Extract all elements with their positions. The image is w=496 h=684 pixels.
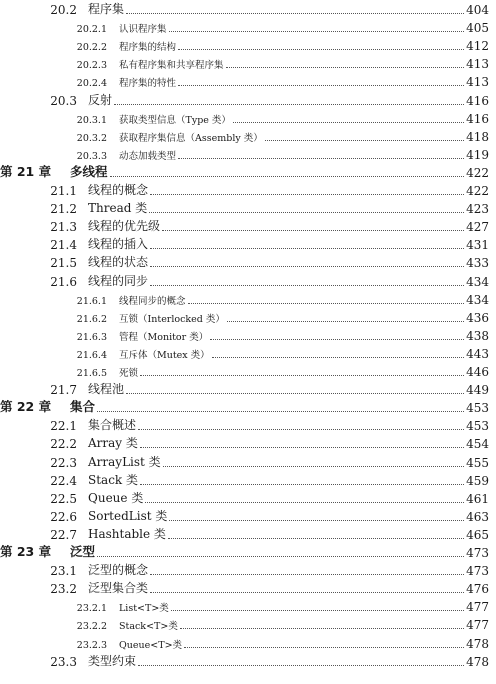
entry-number: 21.6.2 <box>76 313 107 325</box>
entry-title: Array 类 <box>88 436 138 451</box>
page-number: 404 <box>466 3 489 17</box>
dot-leader <box>188 302 465 304</box>
chapter-entry <box>0 544 496 560</box>
entry-title: 管程（Monitor 类） <box>119 331 209 343</box>
dot-leader <box>178 48 464 50</box>
subsection-entry <box>0 345 496 361</box>
entry-title: 线程的状态 <box>88 255 149 270</box>
dot-leader <box>150 573 464 575</box>
dot-leader <box>150 284 464 286</box>
section-entry <box>0 454 496 470</box>
page-number: 427 <box>466 220 489 235</box>
entry-number: 第 21 章 <box>0 163 52 179</box>
entry-number: 20.3 <box>50 93 77 108</box>
page-number: 459 <box>466 473 489 488</box>
entry-number: 21.6.1 <box>76 295 107 307</box>
entry-title: 线程的优先级 <box>88 219 161 234</box>
entry-number: 20.2.3 <box>76 60 107 72</box>
dot-leader <box>126 12 464 14</box>
dot-leader <box>97 410 464 412</box>
page-number: 434 <box>466 274 489 289</box>
page-number: 416 <box>466 111 489 126</box>
entry-number: 20.2.4 <box>76 78 107 90</box>
page-number: 449 <box>466 383 489 398</box>
page-number: 473 <box>466 564 489 579</box>
page-number: 431 <box>466 238 489 253</box>
subsection-entry <box>0 327 496 343</box>
entry-title: Stack 类 <box>88 472 139 487</box>
chapter-entry <box>0 399 496 415</box>
dot-leader <box>150 591 464 593</box>
dot-leader <box>180 627 464 629</box>
dot-leader <box>140 374 464 376</box>
page-number: 476 <box>466 582 489 597</box>
section-entry <box>0 526 496 542</box>
page-number: 422 <box>466 165 489 180</box>
entry-number: 21.6 <box>50 274 77 289</box>
dot-leader <box>140 446 464 448</box>
page-number: 436 <box>466 310 489 325</box>
dot-leader <box>150 247 464 249</box>
entry-title: 泛型的概念 <box>88 563 149 578</box>
dot-leader <box>162 229 464 231</box>
section-entry <box>0 580 496 596</box>
entry-number: 20.3.3 <box>76 150 107 162</box>
section-entry <box>0 92 496 108</box>
entry-number: 23.2.1 <box>76 603 107 615</box>
page-number: 465 <box>466 527 489 542</box>
chapter-entry <box>0 164 496 180</box>
entry-number: 21.4 <box>50 238 77 253</box>
entry-title: 反射 <box>88 92 113 107</box>
section-entry <box>0 653 496 669</box>
entry-number: 第 23 章 <box>0 544 52 559</box>
entry-number: 23.2 <box>50 582 77 597</box>
dot-leader <box>110 175 465 177</box>
entry-number: 23.3 <box>50 654 77 669</box>
dot-leader <box>212 356 464 358</box>
page-number: 473 <box>466 546 489 560</box>
page-number: 433 <box>466 256 489 271</box>
subsection-entry <box>0 309 496 325</box>
entry-number: 20.3.1 <box>76 114 107 126</box>
entry-title: 集合 <box>70 399 96 415</box>
section-entry <box>0 435 496 451</box>
dot-leader <box>184 646 464 648</box>
entry-title: 获取程序集信息（Assembly 类） <box>119 132 263 144</box>
entry-title: ArrayList 类 <box>88 454 161 469</box>
entry-number: 20.2 <box>50 3 77 17</box>
dot-leader <box>140 483 464 485</box>
section-entry <box>0 417 496 433</box>
entry-title: 泛型 <box>70 544 96 559</box>
entry-number: 21.5 <box>50 256 77 271</box>
entry-title: 获取类型信息（Type 类） <box>119 114 231 126</box>
dot-leader <box>178 157 464 159</box>
page-number: 454 <box>466 437 489 452</box>
entry-number: 21.1 <box>50 184 77 198</box>
subsection-entry <box>0 363 496 379</box>
page-number: 478 <box>466 654 489 669</box>
entry-title: 死锁 <box>119 368 139 379</box>
section-entry <box>0 490 496 506</box>
page-number: 422 <box>466 184 489 198</box>
entry-number: 21.6.5 <box>76 368 107 379</box>
entry-number: 20.2.1 <box>76 24 107 36</box>
entry-number: 23.2.2 <box>76 621 107 633</box>
entry-number: 20.3.2 <box>76 132 107 144</box>
entry-title: 动态加载类型 <box>119 150 177 162</box>
entry-number: 22.1 <box>50 419 77 434</box>
dot-leader <box>233 121 464 123</box>
dot-leader <box>178 84 464 86</box>
entry-title: 认识程序集 <box>119 24 167 36</box>
entry-number: 21.3 <box>50 220 77 235</box>
page-number: 418 <box>466 129 489 144</box>
page-number: 461 <box>466 491 489 506</box>
page-number: 416 <box>466 93 489 108</box>
entry-number: 22.2 <box>50 437 77 452</box>
section-entry <box>0 562 496 578</box>
page-number: 413 <box>466 57 489 72</box>
entry-title: 互锁（Interlocked 类） <box>119 313 225 325</box>
subsection-entry <box>0 598 496 614</box>
entry-number: 21.7 <box>50 383 77 398</box>
subsection-entry <box>0 291 496 307</box>
entry-number: 21.6.3 <box>76 331 107 343</box>
entry-number: 第 22 章 <box>0 399 52 415</box>
section-entry <box>0 1 496 17</box>
entry-title: Queue<T>类 <box>119 639 183 651</box>
section-entry <box>0 182 496 198</box>
dot-leader <box>150 265 464 267</box>
dot-leader <box>226 66 465 68</box>
entry-title: 线程的概念 <box>88 183 149 197</box>
subsection-entry <box>0 616 496 632</box>
dot-leader <box>265 139 464 141</box>
dot-leader <box>210 338 464 340</box>
subsection-entry <box>0 37 496 53</box>
entry-number: 22.4 <box>50 473 77 488</box>
entry-number: 23.2.3 <box>76 639 107 651</box>
entry-title: Queue 类 <box>88 490 144 505</box>
entry-number: 22.7 <box>50 527 77 542</box>
dot-leader <box>138 428 464 430</box>
dot-leader <box>168 537 464 539</box>
section-entry <box>0 508 496 524</box>
dot-leader <box>126 392 464 394</box>
entry-title: Stack<T>类 <box>119 621 178 633</box>
dot-leader <box>169 30 465 32</box>
page-number: 419 <box>466 147 489 162</box>
page-number: 412 <box>466 39 489 54</box>
entry-title: 多线程 <box>70 163 108 179</box>
section-entry <box>0 236 496 252</box>
entry-title: 程序集的特性 <box>119 78 177 90</box>
section-entry <box>0 472 496 488</box>
page-number: 438 <box>466 328 489 343</box>
dot-leader <box>227 320 464 322</box>
entry-title: 程序集的结构 <box>119 42 177 54</box>
subsection-entry <box>0 146 496 162</box>
page-number: 477 <box>466 600 489 615</box>
page-number: 455 <box>466 455 489 470</box>
entry-title: 程序集 <box>88 2 125 16</box>
entry-number: 23.1 <box>50 564 77 579</box>
subsection-entry <box>0 55 496 71</box>
dot-leader <box>150 193 464 195</box>
dot-leader <box>97 555 464 557</box>
subsection-entry <box>0 19 496 35</box>
subsection-entry <box>0 73 496 89</box>
page-number: 446 <box>466 365 489 379</box>
subsection-entry <box>0 128 496 144</box>
entry-title: SortedList 类 <box>88 508 168 523</box>
section-entry <box>0 200 496 216</box>
dot-leader <box>149 211 464 213</box>
page-number: 413 <box>466 75 489 90</box>
page-number: 478 <box>466 636 489 651</box>
page-number: 443 <box>466 346 489 361</box>
page-number: 477 <box>466 618 489 633</box>
page-number: 453 <box>466 401 489 416</box>
page-number: 434 <box>466 292 489 307</box>
entry-title: List<T>类 <box>119 603 169 615</box>
page-number: 453 <box>466 419 489 434</box>
entry-title: 类型约束 <box>88 653 137 668</box>
dot-leader <box>145 501 464 503</box>
section-entry <box>0 218 496 234</box>
dot-leader <box>163 465 464 467</box>
entry-number: 22.6 <box>50 509 77 524</box>
entry-number: 20.2.2 <box>76 42 107 54</box>
dot-leader <box>171 609 464 611</box>
entry-number: 21.2 <box>50 202 77 217</box>
page-number: 463 <box>466 509 489 524</box>
page-number: 405 <box>466 21 489 36</box>
entry-title: 线程同步的概念 <box>119 295 186 307</box>
dot-leader <box>138 664 464 666</box>
dot-leader <box>169 519 464 521</box>
entry-title: 泛型集合类 <box>88 581 149 596</box>
section-entry <box>0 381 496 397</box>
section-entry <box>0 254 496 270</box>
entry-title: 集合概述 <box>88 418 137 433</box>
entry-title: 线程池 <box>88 382 125 397</box>
entry-title: Thread 类 <box>88 201 148 216</box>
page-number: 423 <box>466 202 489 217</box>
entry-title: 线程的插入 <box>88 237 149 252</box>
entry-number: 22.5 <box>50 491 77 506</box>
entry-title: 私有程序集和共享程序集 <box>119 60 224 72</box>
entry-title: 线程的同步 <box>88 273 149 288</box>
subsection-entry <box>0 110 496 126</box>
entry-number: 22.3 <box>50 455 77 470</box>
entry-number: 21.6.4 <box>76 349 107 361</box>
entry-title: 互斥体（Mutex 类） <box>119 349 210 361</box>
subsection-entry <box>0 635 496 651</box>
entry-title: Hashtable 类 <box>88 526 166 541</box>
dot-leader <box>114 103 464 105</box>
section-entry <box>0 273 496 289</box>
